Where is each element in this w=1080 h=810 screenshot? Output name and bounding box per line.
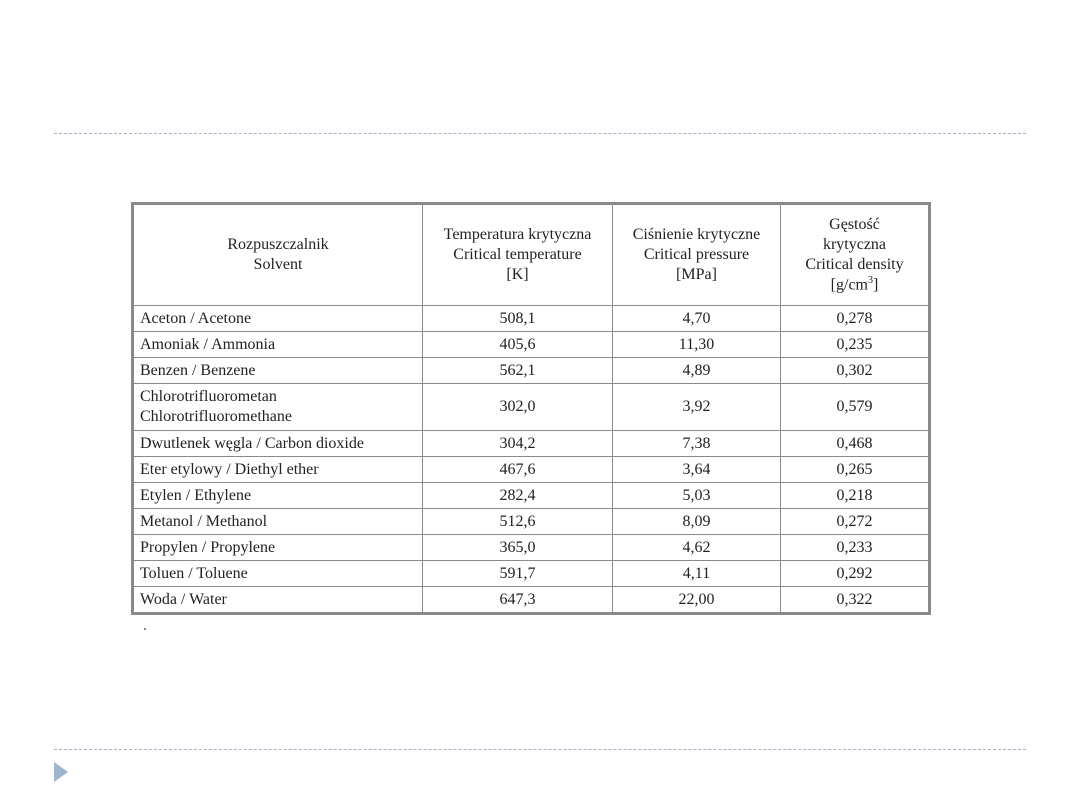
bottom-divider <box>54 749 1026 750</box>
cell-temperature: 647,3 <box>423 587 613 613</box>
cell-temperature: 304,2 <box>423 431 613 457</box>
cell-pressure: 4,62 <box>613 535 781 561</box>
cell-temperature: 365,0 <box>423 535 613 561</box>
header-solvent <box>134 205 423 306</box>
header-pressure <box>613 205 781 306</box>
cell-solvent: Eter etylowy / Diethyl ether <box>134 457 423 483</box>
cell-solvent: Aceton / Acetone <box>134 306 423 332</box>
header-temperature-pl: Temperatura krytyczna <box>443 226 592 243</box>
cell-density: 0,579 <box>781 384 929 431</box>
table-row <box>134 535 929 561</box>
table-row <box>134 358 929 384</box>
triangle-bullet-icon <box>54 762 68 782</box>
density-unit-close: ] <box>873 276 879 294</box>
header-density-unit <box>787 275 922 295</box>
density-unit-base: [g/cm <box>830 276 868 294</box>
header-pressure-unit: [MPa] <box>676 266 717 283</box>
table-row <box>134 509 929 535</box>
table-header-row <box>134 205 929 306</box>
table-row <box>134 561 929 587</box>
header-density <box>781 205 929 306</box>
footnote-mark <box>144 628 146 630</box>
header-density-pl-1: Gęstość <box>829 215 880 233</box>
cell-density: 0,265 <box>781 457 929 483</box>
density-unit-exponent: 3 <box>868 274 873 286</box>
header-solvent-pl: Rozpuszczalnik <box>227 236 329 253</box>
cell-density: 0,272 <box>781 509 929 535</box>
cell-temperature: 508,1 <box>423 306 613 332</box>
header-solvent-en: Solvent <box>253 256 303 273</box>
cell-solvent <box>134 384 423 431</box>
table-row <box>134 306 929 332</box>
cell-pressure: 22,00 <box>613 587 781 613</box>
cell-solvent-pl: Chlorotrifluorometan <box>140 388 277 405</box>
cell-temperature: 467,6 <box>423 457 613 483</box>
solvent-table <box>133 204 929 613</box>
cell-density: 0,292 <box>781 561 929 587</box>
cell-density: 0,302 <box>781 358 929 384</box>
cell-density: 0,218 <box>781 483 929 509</box>
cell-solvent: Etylen / Ethylene <box>134 483 423 509</box>
table-row <box>134 431 929 457</box>
cell-pressure: 8,09 <box>613 509 781 535</box>
cell-pressure: 3,92 <box>613 384 781 431</box>
cell-density: 0,322 <box>781 587 929 613</box>
cell-density: 0,233 <box>781 535 929 561</box>
header-density-en: Critical density <box>805 255 904 273</box>
cell-pressure: 7,38 <box>613 431 781 457</box>
table-row <box>134 384 929 431</box>
table-row <box>134 457 929 483</box>
cell-temperature: 302,0 <box>423 384 613 431</box>
header-pressure-en: Critical pressure <box>643 246 750 263</box>
cell-solvent: Propylen / Propylene <box>134 535 423 561</box>
critical-properties-table <box>131 202 931 615</box>
cell-density: 0,468 <box>781 431 929 457</box>
cell-solvent: Woda / Water <box>134 587 423 613</box>
cell-solvent-en: Chlorotrifluoromethane <box>140 408 292 425</box>
table-row <box>134 332 929 358</box>
cell-temperature: 512,6 <box>423 509 613 535</box>
cell-solvent: Benzen / Benzene <box>134 358 423 384</box>
cell-pressure: 3,64 <box>613 457 781 483</box>
cell-temperature: 405,6 <box>423 332 613 358</box>
cell-temperature: 591,7 <box>423 561 613 587</box>
cell-pressure: 11,30 <box>613 332 781 358</box>
table-row <box>134 483 929 509</box>
cell-pressure: 4,11 <box>613 561 781 587</box>
header-temperature-unit: [K] <box>506 266 529 283</box>
cell-pressure: 5,03 <box>613 483 781 509</box>
top-divider <box>54 133 1026 134</box>
cell-solvent: Metanol / Methanol <box>134 509 423 535</box>
header-pressure-pl: Ciśnienie krytyczne <box>632 226 761 243</box>
header-temperature <box>423 205 613 306</box>
cell-temperature: 562,1 <box>423 358 613 384</box>
header-temperature-en: Critical temperature <box>453 246 582 263</box>
table-row <box>134 587 929 613</box>
cell-temperature: 282,4 <box>423 483 613 509</box>
cell-pressure: 4,70 <box>613 306 781 332</box>
cell-solvent: Toluen / Toluene <box>134 561 423 587</box>
cell-pressure: 4,89 <box>613 358 781 384</box>
cell-solvent: Dwutlenek węgla / Carbon dioxide <box>134 431 423 457</box>
header-density-pl-2: krytyczna <box>822 235 887 253</box>
cell-density: 0,278 <box>781 306 929 332</box>
cell-solvent: Amoniak / Ammonia <box>134 332 423 358</box>
cell-density: 0,235 <box>781 332 929 358</box>
